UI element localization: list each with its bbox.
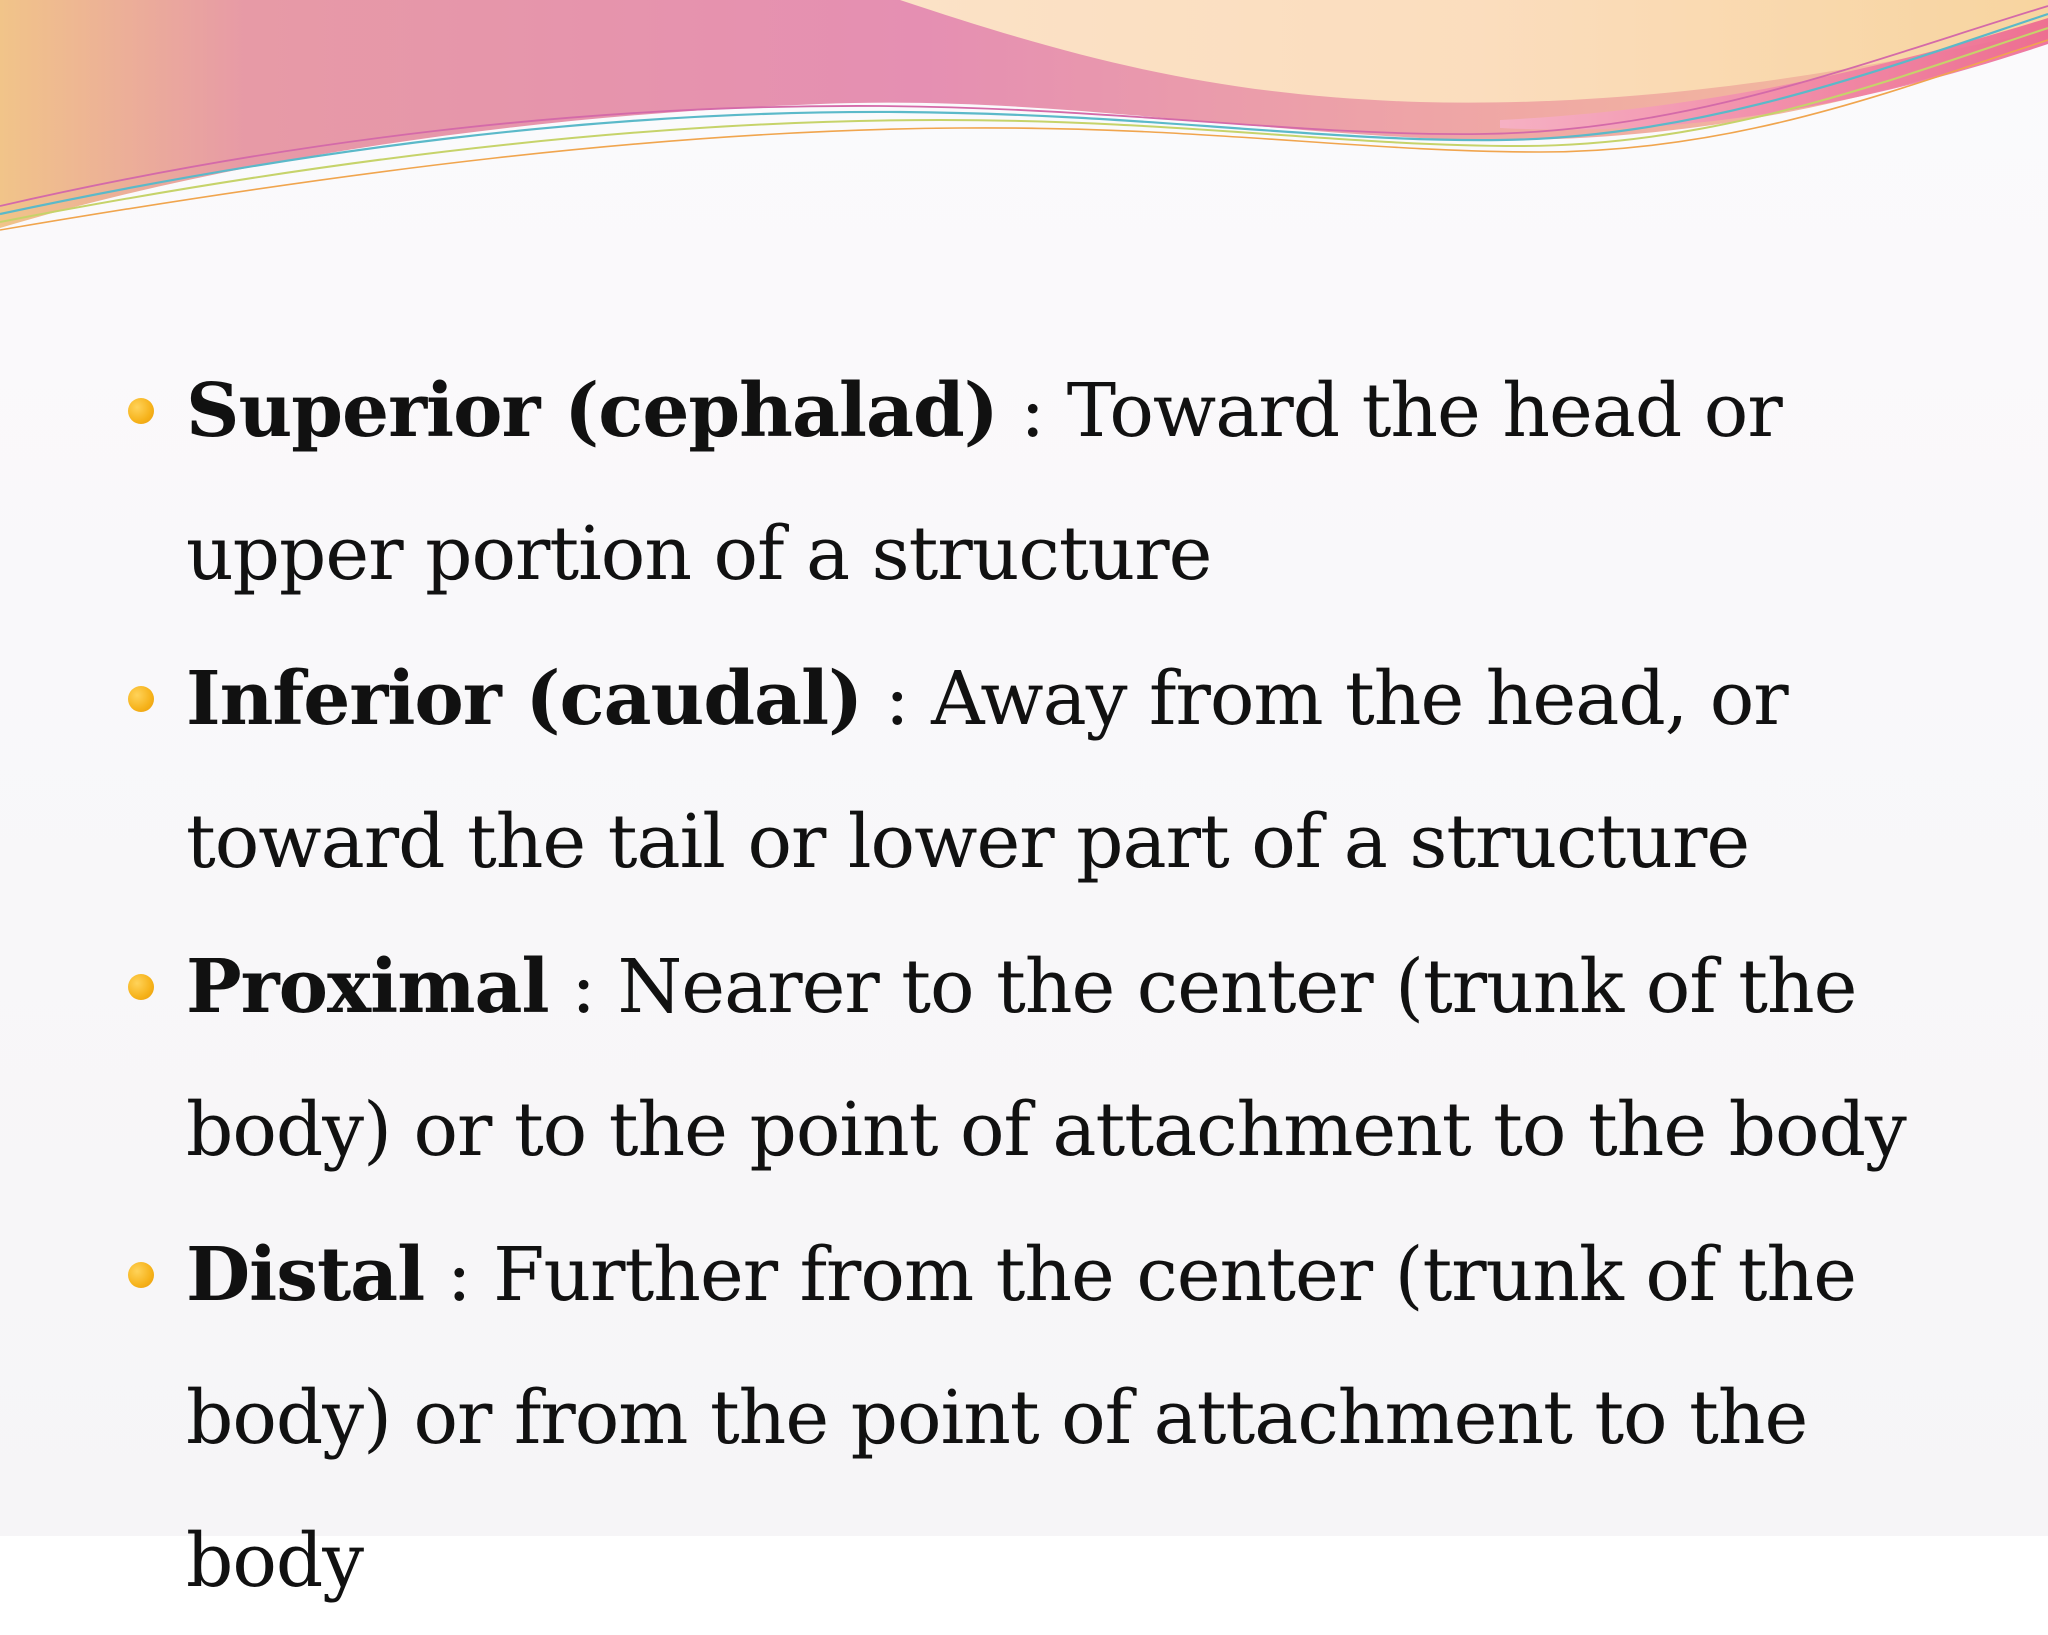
bullet-dot-icon	[128, 398, 154, 424]
term-inferior: Inferior (caudal)	[186, 656, 863, 742]
slide-content	[128, 340, 1988, 1635]
term-distal: Distal	[186, 1232, 425, 1318]
definition-proximal: : Nearer to the center (trunk of the body) or to the point of attachment to the body	[186, 944, 1906, 1173]
bullet-dot-icon	[128, 1262, 154, 1288]
term-superior: Superior (cephalad)	[186, 368, 998, 454]
definition-superior: : Toward the head or upper portion of a structure	[186, 368, 1782, 597]
definition-list	[128, 340, 1988, 1633]
bullet-dot-icon	[128, 686, 154, 712]
list-item	[128, 628, 1988, 914]
definition-distal: : Further from the center (trunk of the body) or from the point of attachment to the body	[186, 1232, 1856, 1604]
decorative-wave-banner	[0, 0, 2048, 260]
definition-inferior: : Away from the head, or toward the tail or lower part of a structure	[186, 656, 1788, 885]
list-item	[128, 340, 1988, 626]
bullet-dot-icon	[128, 974, 154, 1000]
term-proximal: Proximal	[186, 944, 549, 1030]
list-item	[128, 1204, 1988, 1633]
list-item	[128, 916, 1988, 1202]
